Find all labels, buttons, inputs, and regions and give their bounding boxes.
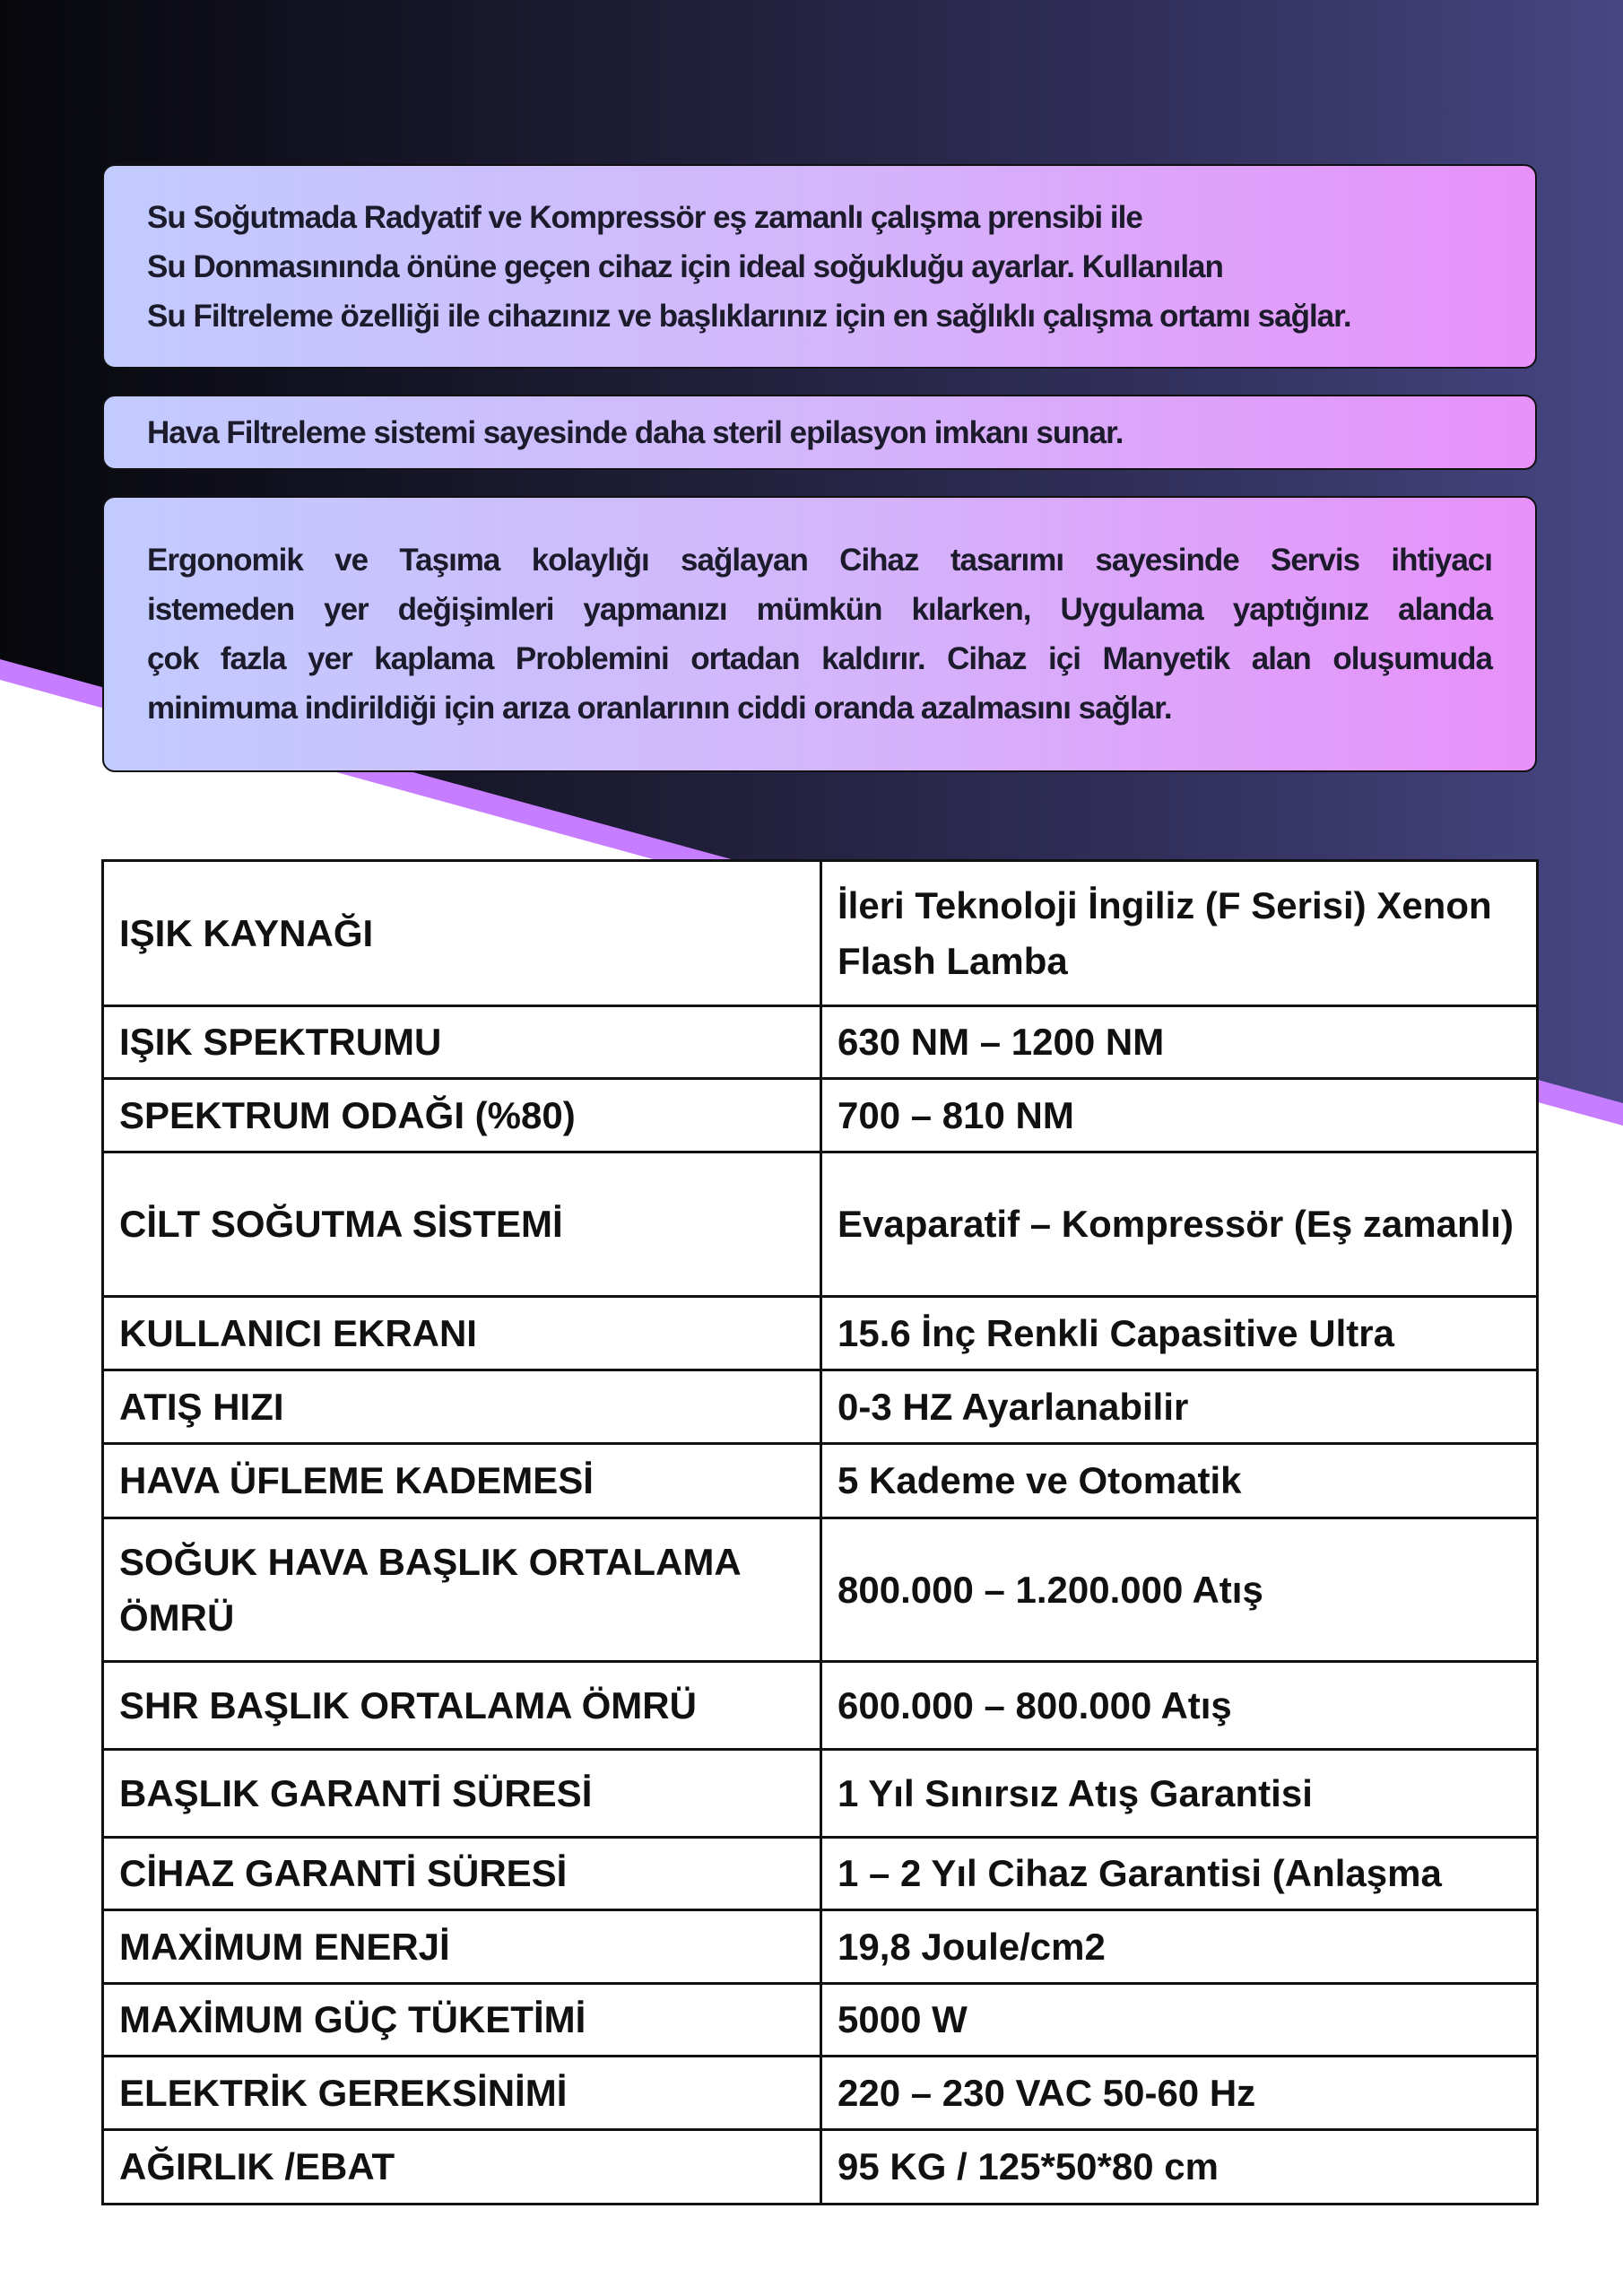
spec-value: 15.6 İnç Renkli Capasitive Ultra — [821, 1297, 1538, 1370]
table-row — [103, 1984, 1538, 2057]
text-line: Su Donmasınında önüne geçen cihaz için ideal soğukluğu ayarlar. Kullanılan — [147, 248, 1223, 284]
spec-label: ELEKTRİK GEREKSİNİMİ — [103, 2057, 821, 2130]
text-line: çok fazla yer kaplama Problemini ortadan kaldırır. Cihaz içi Manyetik alan oluşumuda — [147, 641, 1492, 676]
spec-value: 220 – 230 VAC 50-60 Hz — [821, 2057, 1538, 2130]
spec-label: HAVA ÜFLEME KADEMESİ — [103, 1444, 821, 1518]
table-row — [103, 1152, 1538, 1297]
info-box-air-filter — [102, 395, 1537, 470]
table-row — [103, 1444, 1538, 1518]
spec-value: 19,8 Joule/cm2 — [821, 1910, 1538, 1984]
spec-value: 1 Yıl Sınırsız Atış Garantisi — [821, 1750, 1538, 1838]
table-row — [103, 2057, 1538, 2130]
text-line: Ergonomik ve Taşıma kolaylığı sağlayan Cihaz tasarımı sayesinde Servis ihtiyacı — [147, 543, 1492, 578]
spec-label: MAXİMUM ENERJİ — [103, 1910, 821, 1984]
spec-label: SOĞUK HAVA BAŞLIK ORTALAMA ÖMRÜ — [103, 1518, 821, 1662]
text-line: Hava Filtreleme sistemi sayesinde daha steril epilasyon imkanı sunar. — [147, 414, 1124, 450]
spec-label: AĞIRLIK /EBAT — [103, 2130, 821, 2205]
table-row — [103, 1750, 1538, 1838]
spec-value: 95 KG / 125*50*80 cm — [821, 2130, 1538, 2205]
spec-table — [101, 859, 1539, 2205]
spec-label: SPEKTRUM ODAĞI (%80) — [103, 1079, 821, 1152]
spec-value: 630 NM – 1200 NM — [821, 1006, 1538, 1079]
info-box-water-cooling — [102, 164, 1537, 369]
spec-value: 5 Kademe ve Otomatik — [821, 1444, 1538, 1518]
spec-value: 1 – 2 Yıl Cihaz Garantisi (Anlaşma — [821, 1838, 1538, 1910]
table-row — [103, 1370, 1538, 1444]
spec-label: SHR BAŞLIK ORTALAMA ÖMRÜ — [103, 1662, 821, 1750]
spec-label: CİLT SOĞUTMA SİSTEMİ — [103, 1152, 821, 1297]
spec-value: 0-3 HZ Ayarlanabilir — [821, 1370, 1538, 1444]
spec-label: KULLANICI EKRANI — [103, 1297, 821, 1370]
spec-value: 5000 W — [821, 1984, 1538, 2057]
spec-label: ATIŞ HIZI — [103, 1370, 821, 1444]
spec-label: CİHAZ GARANTİ SÜRESİ — [103, 1838, 821, 1910]
table-row — [103, 1838, 1538, 1910]
table-row — [103, 1079, 1538, 1152]
spec-value: 600.000 – 800.000 Atış — [821, 1662, 1538, 1750]
spec-label: BAŞLIK GARANTİ SÜRESİ — [103, 1750, 821, 1838]
table-row — [103, 1297, 1538, 1370]
text-line: istemeden yer değişimleri yapmanızı mümkün kılarken, Uygulama yaptığınız alanda — [147, 592, 1492, 627]
spec-value: 800.000 – 1.200.000 Atış — [821, 1518, 1538, 1662]
spec-label: IŞIK KAYNAĞI — [103, 861, 821, 1006]
text-line: Su Soğutmada Radyatif ve Kompressör eş zamanlı çalışma prensibi ile — [147, 199, 1142, 235]
table-row — [103, 861, 1538, 1006]
spec-value: İleri Teknoloji İngiliz (F Serisi) Xenon Flash Lamba — [821, 861, 1538, 1006]
info-box-ergonomics — [102, 496, 1537, 772]
spec-value: Evaparatif – Kompressör (Eş zamanlı) — [821, 1152, 1538, 1297]
spec-label: IŞIK SPEKTRUMU — [103, 1006, 821, 1079]
spec-value: 700 – 810 NM — [821, 1079, 1538, 1152]
table-row — [103, 1518, 1538, 1662]
spec-label: MAXİMUM GÜÇ TÜKETİMİ — [103, 1984, 821, 2057]
table-row — [103, 2130, 1538, 2205]
table-row — [103, 1910, 1538, 1984]
table-row — [103, 1006, 1538, 1079]
table-row — [103, 1662, 1538, 1750]
text-line: Su Filtreleme özelliği ile cihazınız ve başlıklarınız için en sağlıklı çalışma ortamı sağlar. — [147, 298, 1351, 334]
text-line: minimuma indirildiği için arıza oranlarının ciddi oranda azalmasını sağlar. — [147, 691, 1172, 726]
